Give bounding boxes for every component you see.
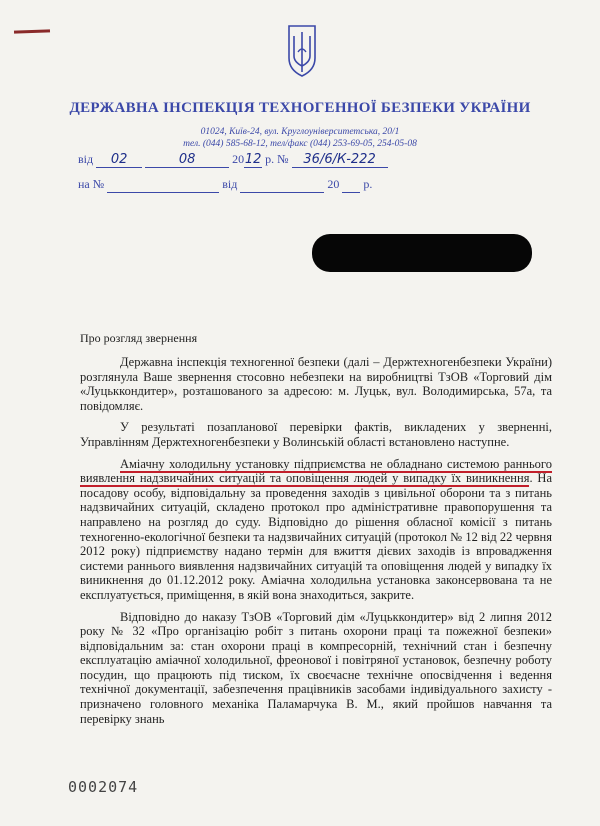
agency-address [0,126,600,150]
reg-number: 36/6/К-222 [292,152,388,168]
paragraph-4: Відповідно до наказу ТзОВ «Торговий дім «Луцьккондитер» від 2 липня 2012 року № 32 «Про організацію робіт з питань охорони праці та пожежної безпеки» відповідальним за: стан охорони праці в компресорній, технічний стан і безпечну експлуатацію аміачної холодильної, фреонової і повітряної установок, безпечну роботу посудин, що працюють під тиском, їх своєчасне технічне опосвідчення і ведення технічної документації, забезпечення працівників засобами індивідуального захисту - призначено головного механіка Паламарчука В. М., який пройшов навчання та перевірку знань [80,609,552,726]
trident-emblem-icon [285,22,319,80]
pen-mark [14,29,50,33]
paragraph-2: У результаті позапланової перевірки фактів, викладених у зверненні, Управлінням Держтехногенбезпеки у Волинській області встановлено наступне. [80,420,552,449]
letter-subject: Про розгляд звернення [80,331,198,345]
outgoing-registration [78,152,388,168]
letter-body [80,355,552,726]
number-label: № [277,152,289,166]
year-prefix: 20 [232,152,245,166]
ref-from-label: від [222,177,238,191]
ref-year: 20 [327,177,340,191]
paragraph-1: Державна інспекція техногенної безпеки (далі – Держтехногенбезпеки України) розглянула Ваше звернення стосовно небезпеки на виробництві ТзОВ «Торговий дім «Луцьккондитер», розташованого за адресою: м. Луцьк, вул. Володимирська, 57а, та повідомляє. [80,355,552,413]
ref-number-blank [107,177,219,193]
year-end: р. [265,152,275,166]
reg-year: 12 [244,152,262,167]
highlighted-finding: Аміачну холодильну установку підприємства не обладнано системою раннього виявлення надзвичайних ситуацій та оповіщення людей у випадку їх виникнення [80,456,552,486]
document-number: 0002074 [68,778,139,796]
paragraph-3 [80,457,552,603]
reg-day: 02 [96,152,142,168]
ref-year-end: р. [363,177,373,191]
phone-line: тел. (044) 585-68-12, тел/факс (044) 253-69-05, 254-05-08 [183,139,417,149]
ref-year-blank [342,177,360,193]
ref-date-blank [240,177,324,193]
incoming-reference [78,177,372,193]
ref-label: на № [78,177,105,191]
paragraph-3-rest: . На посадову особу, відповідальну за проведення заходів з цивільної оборони та з питань надзвичайних ситуацій, складено протокол про адміністративне правопорушення та направлено на розгляд до суду. Відповідно до рішення обласної комісії з питань техногенно-екологічної безпеки та надзвичайних ситуацій (протокол № 12 від 22 червня 2012 року) підприємству надано термін для вжиття дієвих заходів із впровадження системи раннього виявлення надзвичайних ситуацій та оповіщення людей у випадку їх виникнення до 01.12.2012 року. Аміачна холодильна установка законсервована та не експлуатується, приміщення, в якій вона знаходиться, закрите. [80,471,552,602]
address-line: 01024, Київ-24, вул. Круглоуніверситетська, 20/1 [200,127,400,137]
reg-month: 08 [145,152,229,168]
from-label: від [78,152,94,166]
agency-name: ДЕРЖАВНА ІНСПЕКЦІЯ ТЕХНОГЕННОЇ БЕЗПЕКИ УКРАЇНИ [69,100,531,116]
redacted-recipient [312,234,532,272]
